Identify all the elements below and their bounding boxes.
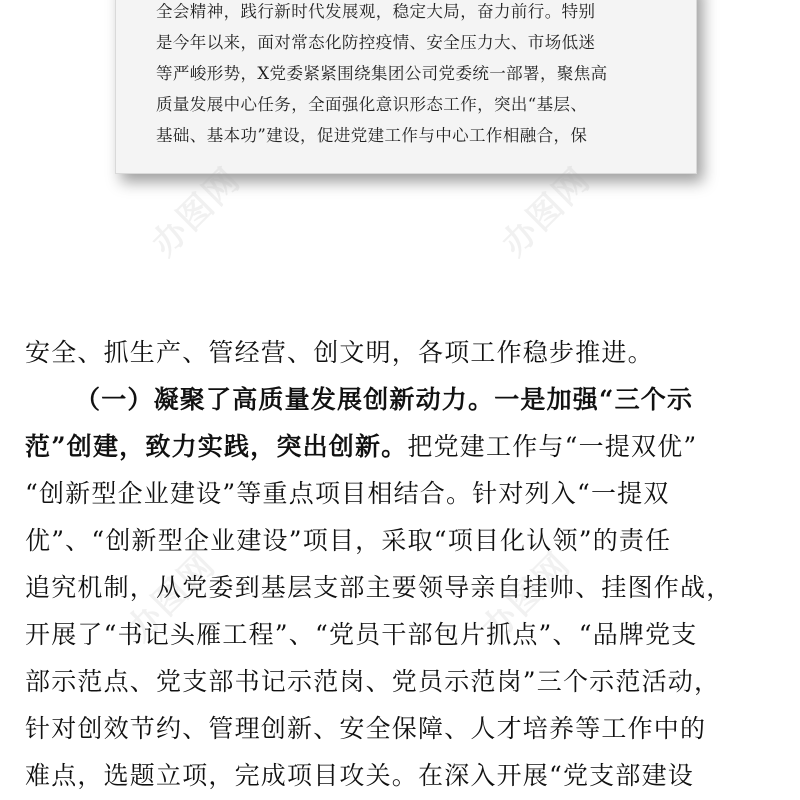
body-line-2 — [25, 427, 785, 463]
body-line-7: 部示范点、党支部书记示范岗、党员示范岗”三个示范活动， — [25, 667, 721, 696]
body-line-1: 安全、抓生产、管经营、创文明，各项工作稳步推进。 — [25, 338, 654, 367]
watermark: 办图网 — [119, 544, 224, 650]
body-line-5: 追究机制，从党委到基层支部主要领导亲自挂帅、挂图作战， — [25, 573, 733, 602]
body-line-3: “创新型企业建设”等重点项目相结合。针对列入“一提双 — [25, 479, 670, 508]
body-line-2-text: 把党建工作与“一提双优” — [407, 432, 698, 461]
preview-line-2: 是今年以来，面对常态化防控疫情、安全压力大、市场低迷 — [156, 33, 596, 52]
heading-text: （一）凝聚了高质量发展创新动力。一是加强“三个示 — [75, 385, 694, 414]
preview-line-4: 质量发展中心任务，全面强化意识形态工作，突出“基层、 — [156, 95, 588, 114]
watermark: 办图网 — [494, 159, 599, 265]
body-line-4: 优”、“创新型企业建设”项目，采取“项目化认领”的责任 — [25, 526, 672, 555]
preview-line-3: 等严峻形势，X党委紧紧围绕集团公司党委统一部署，聚焦高 — [156, 64, 608, 83]
preview-line-5: 基础、基本功”建设，促进党建工作与中心工作相融合，保 — [156, 126, 588, 145]
preview-line-1: 全会精神，践行新时代发展观，稳定大局，奋力前行。特别 — [156, 2, 596, 21]
body-line-9: 难点，选题立项，完成项目攻关。在深入开展“党支部建设 — [25, 761, 694, 790]
document-preview-card — [115, 0, 697, 174]
watermark: 办图网 — [144, 159, 249, 265]
body-line-6: 开展了“书记头雁工程”、“党员干部包片抓点”、“品牌党支 — [25, 620, 698, 649]
section-heading — [75, 380, 800, 416]
watermark: 办图网 — [474, 544, 579, 650]
heading-continuation: 范”创建，致力实践，突出创新。 — [25, 432, 408, 461]
body-line-8: 针对创效节约、管理创新、安全保障、人才培养等工作中的 — [25, 714, 707, 743]
